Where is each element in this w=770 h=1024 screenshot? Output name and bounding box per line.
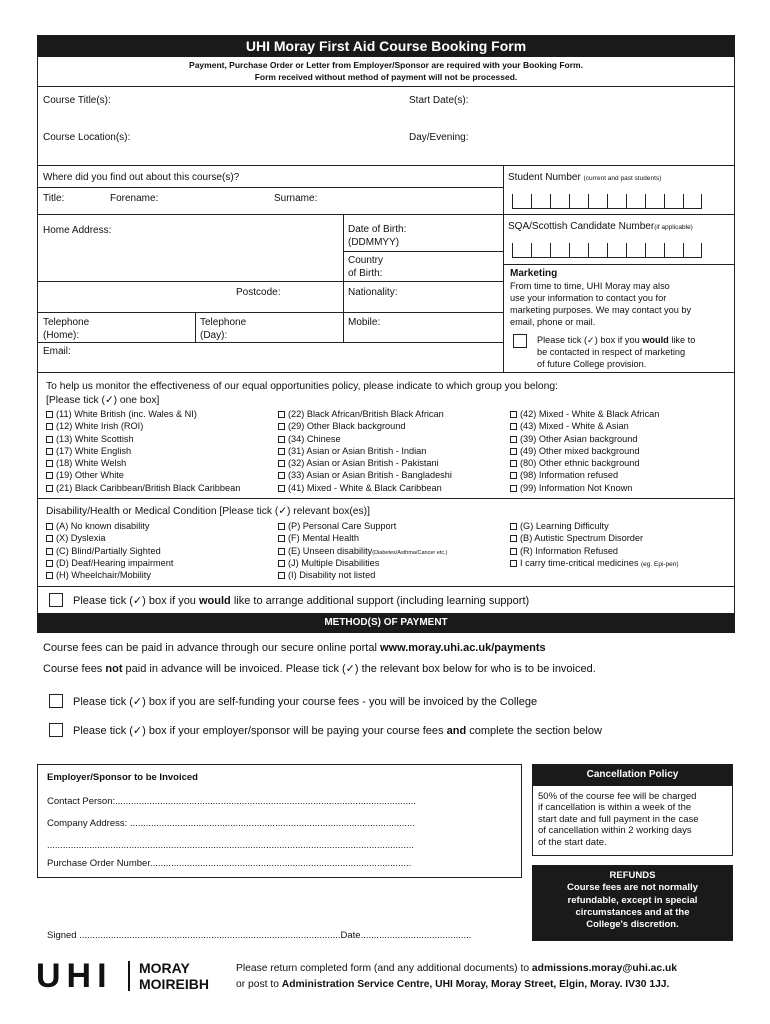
equal-ops-intro: To help us monitor the effectiveness of our equal opportunities policy, please indicate to which group you belong:	[46, 381, 558, 392]
surname-label[interactable]: Surname:	[274, 193, 318, 204]
ethnicity-option[interactable]: (43) Mixed - White & Asian	[510, 420, 659, 432]
ethnicity-option[interactable]: (21) Black Caribbean/British Black Caribbean	[46, 482, 240, 494]
logo-divider	[128, 961, 130, 991]
cancellation-text-1: 50% of the course fee will be charged	[538, 791, 697, 802]
disability-option[interactable]: (H) Wheelchair/Mobility	[46, 569, 173, 581]
disability-option[interactable]: (D) Deaf/Hearing impairment	[46, 557, 173, 569]
ethnicity-option[interactable]: (31) Asian or Asian British - Indian	[278, 445, 452, 457]
course-titles-label[interactable]: Course Title(s):	[43, 95, 111, 106]
cancellation-text-2: if cancellation is within a week of the	[538, 802, 692, 813]
ethnicity-option[interactable]: (39) Other Asian background	[510, 433, 659, 445]
where-found-label[interactable]: Where did you find out about this course(s)?	[43, 172, 240, 183]
form-title: UHI Moray First Aid Course Booking Form	[37, 35, 735, 57]
postcode-label[interactable]: Postcode:	[236, 287, 281, 298]
sqa-number-field[interactable]	[512, 242, 702, 258]
disability-option[interactable]: (F) Mental Health	[278, 532, 447, 544]
ethnicity-option[interactable]: (49) Other mixed background	[510, 445, 659, 457]
company-address-field[interactable]: Company Address: ............................................................................................................	[47, 818, 415, 829]
employer-funding-checkbox[interactable]	[49, 723, 63, 737]
marketing-checkbox[interactable]	[513, 334, 527, 348]
marketing-text-3: marketing purposes. We may contact you by	[510, 305, 692, 315]
ethnicity-option[interactable]: (42) Mixed - White & Black African	[510, 408, 659, 420]
payment-header: METHOD(S) OF PAYMENT	[37, 613, 735, 633]
student-number-field[interactable]	[512, 193, 702, 209]
refunds-box	[532, 865, 733, 941]
admissions-email-link[interactable]: admissions.moray@uhi.ac.uk	[531, 963, 678, 974]
ethnicity-option[interactable]: (80) Other ethnic background	[510, 457, 659, 469]
disability-option[interactable]: (X) Dyslexia	[46, 532, 173, 544]
disability-col-2	[278, 520, 447, 581]
subtitle-1: Payment, Purchase Order or Letter from Employer/Sponsor are required with your Booking Form.	[189, 60, 583, 70]
payment-line-2: Course fees not paid in advance will be invoiced. Please tick (✓) the relevant box below for who is to be invoiced.	[43, 663, 596, 675]
additional-support-checkbox[interactable]	[49, 593, 63, 607]
ethnicity-option[interactable]: (13) White Scottish	[46, 433, 240, 445]
tel-day-label[interactable]: Telephone	[200, 317, 247, 328]
payment-line-1: Course fees can be paid in advance through our secure online portal www.moray.uhi.ac.uk/payments	[43, 642, 546, 654]
marketing-tick-text-3: of future College provision.	[537, 359, 647, 369]
disability-option[interactable]: I carry time-critical medicines (eg. Epi-pen)	[510, 557, 679, 569]
company-address-field-2[interactable]: ...........................................................................................................................................	[47, 840, 414, 851]
nationality-label[interactable]: Nationality:	[348, 287, 398, 298]
refunds-text-4: College's discretion.	[586, 919, 679, 931]
country-label[interactable]: Country	[348, 255, 384, 266]
disability-option[interactable]: (A) No known disability	[46, 520, 173, 532]
disability-option[interactable]: (G) Learning Difficulty	[510, 520, 679, 532]
self-funding-text: Please tick (✓) box if you are self-funding your course fees - you will be invoiced by the College	[73, 696, 538, 708]
ethnicity-option[interactable]: (41) Mixed - White & Black Caribbean	[278, 482, 452, 494]
ethnicity-option[interactable]: (29) Other Black background	[278, 420, 452, 432]
disability-option[interactable]: (P) Personal Care Support	[278, 520, 447, 532]
country-label-2: of Birth:	[348, 268, 383, 279]
additional-support-text: Please tick (✓) box if you would like to arrange additional support (including learning support)	[73, 595, 530, 607]
ethnicity-option[interactable]: (33) Asian or Asian British - Bangladeshi	[278, 469, 452, 481]
disability-option[interactable]: (R) Information Refused	[510, 545, 679, 557]
dob-format: (DDMMYY)	[348, 237, 400, 248]
employer-title: Employer/Sponsor to be Invoiced	[47, 772, 198, 783]
disability-option[interactable]: (C) Blind/Partially Sighted	[46, 545, 173, 557]
payment-portal-link[interactable]: www.moray.uhi.ac.uk/payments	[379, 642, 546, 654]
marketing-title: Marketing	[510, 268, 558, 279]
mobile-label[interactable]: Mobile:	[348, 317, 381, 328]
ethnicity-option[interactable]: (12) White Irish (ROI)	[46, 420, 240, 432]
refunds-text-3: circumstances and at the	[575, 906, 690, 918]
disability-col-3	[510, 520, 679, 569]
tel-day-label-2: (Day):	[200, 330, 228, 341]
disability-intro: Disability/Health or Medical Condition [Please tick (✓) relevant box(es)]	[46, 506, 370, 517]
logo-moray: MORAY	[139, 960, 190, 976]
cancellation-text-5: of the start date.	[538, 837, 607, 848]
ethnicity-option[interactable]: (99) Information Not Known	[510, 482, 659, 494]
signed-date-field[interactable]: Signed ...................................................................................................Date..........................................	[47, 930, 472, 941]
cancellation-text-3: start date and full payment in the case	[538, 814, 699, 825]
ethnicity-option[interactable]: (34) Chinese	[278, 433, 452, 445]
marketing-tick-text: Please tick (✓) box if you would like to	[537, 335, 696, 345]
marketing-text-1: From time to time, UHI Moray may also	[510, 281, 670, 291]
employer-funding-text: Please tick (✓) box if your employer/sponsor will be paying your course fees and complete the section below	[73, 725, 602, 737]
self-funding-checkbox[interactable]	[49, 694, 63, 708]
refunds-text-2: refundable, except in special	[567, 894, 698, 906]
email-label[interactable]: Email:	[43, 346, 71, 357]
disability-option[interactable]: (E) Unseen disability(Diabetes/Asthma/Cancer etc.)	[278, 545, 447, 557]
footer-line-1: Please return completed form (and any additional documents) to admissions.moray@uhi.ac.uk	[236, 963, 678, 974]
ethnicity-col-1	[46, 408, 240, 494]
marketing-tick-text-2: be contacted in respect of marketing	[537, 347, 686, 357]
ethnicity-option[interactable]: (98) Information refused	[510, 469, 659, 481]
home-address-label[interactable]: Home Address:	[43, 225, 112, 236]
marketing-text-4: email, phone or mail.	[510, 317, 596, 327]
contact-person-field[interactable]: Contact Person:..................................................................................................................	[47, 796, 417, 807]
cancellation-title: Cancellation Policy	[532, 764, 733, 786]
start-dates-label[interactable]: Start Date(s):	[409, 95, 469, 106]
day-evening-label[interactable]: Day/Evening:	[409, 132, 469, 143]
ethnicity-option[interactable]: (19) Other White	[46, 469, 240, 481]
forename-label[interactable]: Forename:	[110, 193, 159, 204]
course-location-label[interactable]: Course Location(s):	[43, 132, 131, 143]
uhi-logo: UHI	[36, 957, 113, 995]
equal-ops-intro-2: [Please tick (✓) one box]	[46, 395, 160, 406]
disability-option[interactable]: (B) Autistic Spectrum Disorder	[510, 532, 679, 544]
ethnicity-option[interactable]: (22) Black African/British Black African	[278, 408, 452, 420]
logo-moireibh: MOIREIBH	[139, 976, 209, 992]
disability-col-1	[46, 520, 173, 581]
disability-option[interactable]: (I) Disability not listed	[278, 569, 447, 581]
tel-home-label[interactable]: Telephone	[43, 317, 90, 328]
ethnicity-option[interactable]: (32) Asian or Asian British - Pakistani	[278, 457, 452, 469]
refunds-title: REFUNDS	[609, 870, 656, 881]
ethnicity-option[interactable]: (17) White English	[46, 445, 240, 457]
disability-option[interactable]: (J) Multiple Disabilities	[278, 557, 447, 569]
refunds-text-1: Course fees are not normally	[567, 882, 698, 894]
marketing-text-2: use your information to contact you for	[510, 293, 667, 303]
purchase-order-field[interactable]: Purchase Order Number...................................................................................................	[47, 858, 412, 869]
subtitle-2: Form received without method of payment will not be processed.	[254, 72, 518, 82]
dob-label[interactable]: Date of Birth:	[348, 224, 407, 235]
student-number-label: Student Number (current and past students)	[508, 172, 662, 183]
footer-line-2: or post to Administration Service Centre, UHI Moray, Moray Street, Elgin, Moray. IV30 1JJ.	[236, 979, 670, 990]
tel-home-label-2: (Home):	[43, 330, 80, 341]
ethnicity-option[interactable]: (18) White Welsh	[46, 457, 240, 469]
cancellation-text-4: of cancellation within 2 working days	[538, 825, 692, 836]
title-label[interactable]: Title:	[43, 193, 65, 204]
sqa-label: SQA/Scottish Candidate Number(if applicable)	[508, 221, 693, 232]
ethnicity-col-2	[278, 408, 452, 494]
ethnicity-option[interactable]: (11) White British (inc. Wales & NI)	[46, 408, 240, 420]
ethnicity-col-3	[510, 408, 659, 494]
